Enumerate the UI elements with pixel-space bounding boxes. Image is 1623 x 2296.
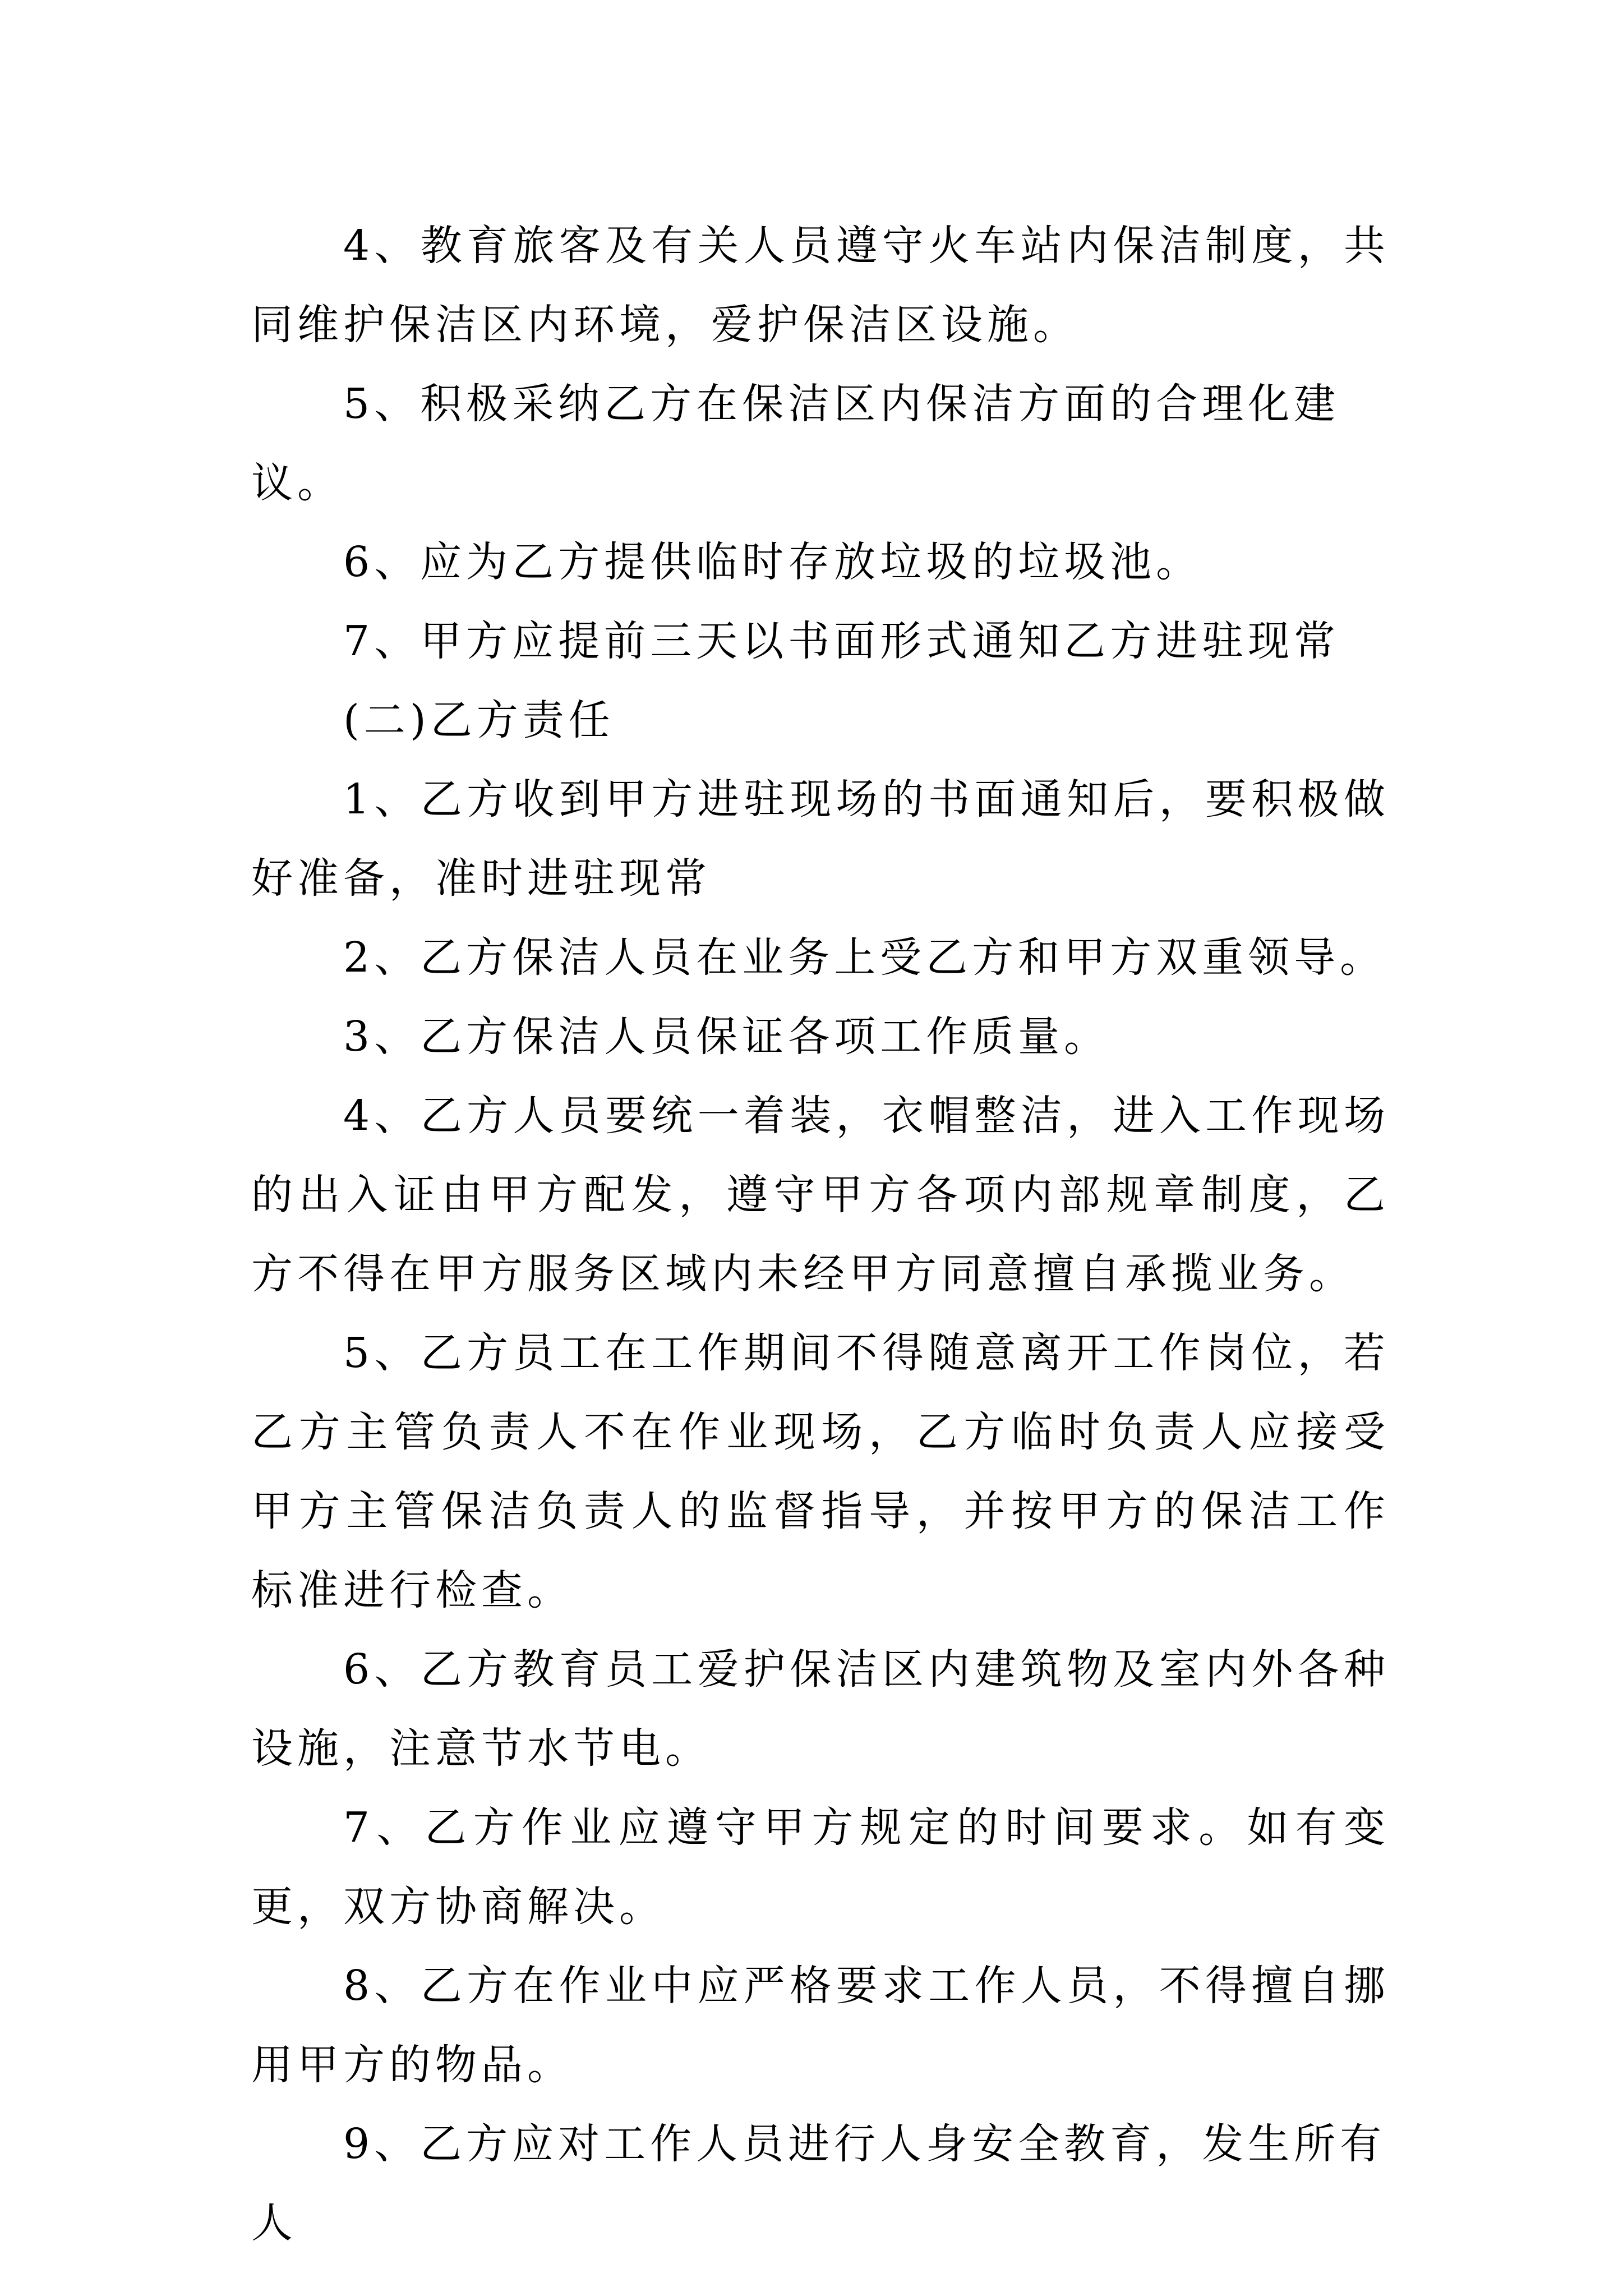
paragraph-party-a-5: 5、积极采纳乙方在保洁区内保洁方面的合理化建议。 (251, 380, 1340, 507)
paragraph-party-b-6: 6、乙方教育员工爱护保洁区内建筑物及室内外各种设施，注意节水节电。 (251, 1645, 1390, 1773)
paragraph-party-a-6: 6、应为乙方提供临时存放垃圾的垃圾池。 (343, 538, 1202, 586)
paragraph-party-b-8: 8、乙方在作业中应严格要求工作人员，不得擅自挪用甲方的物品。 (251, 1962, 1390, 2089)
paragraph-party-b-4: 4、乙方人员要统一着装，衣帽整洁，进入工作现场的出入证由甲方配发，遵守甲方各项内部规章制度，乙方不得在甲方服务区域内未经甲方同意擅自承揽业务。 (251, 1092, 1390, 1298)
section-heading-party-b-duties: (二)乙方责任 (343, 696, 615, 744)
paragraph-party-a-7: 7、甲方应提前三天以书面形式通知乙方进驻现常 (343, 617, 1340, 665)
paragraph-party-b-7: 7、乙方作业应遵守甲方规定的时间要求。如有变更，双方协商解决。 (251, 1803, 1390, 1931)
paragraph-party-b-9: 9、乙方应对工作人员进行人身安全教育，发生所有人 (251, 2120, 1386, 2247)
document-body (251, 206, 1390, 2263)
paragraph-party-b-5: 5、乙方员工在工作期间不得随意离开工作岗位，若乙方主管负责人不在作业现场，乙方临时负责人应接受甲方主管保洁负责人的监督指导，并按甲方的保洁工作标准进行检查。 (251, 1329, 1390, 1614)
paragraph-party-a-4: 4、教育旅客及有关人员遵守火车站内保洁制度，共同维护保洁区内环境，爱护保洁区设施。 (251, 222, 1390, 349)
paragraph-party-b-2: 2、乙方保洁人员在业务上受乙方和甲方双重领导。 (343, 933, 1386, 982)
paragraph-party-b-3: 3、乙方保洁人员保证各项工作质量。 (343, 1013, 1110, 1061)
paragraph-party-b-1: 1、乙方收到甲方进驻现场的书面通知后，要积极做好准备，准时进驻现常 (251, 775, 1390, 903)
